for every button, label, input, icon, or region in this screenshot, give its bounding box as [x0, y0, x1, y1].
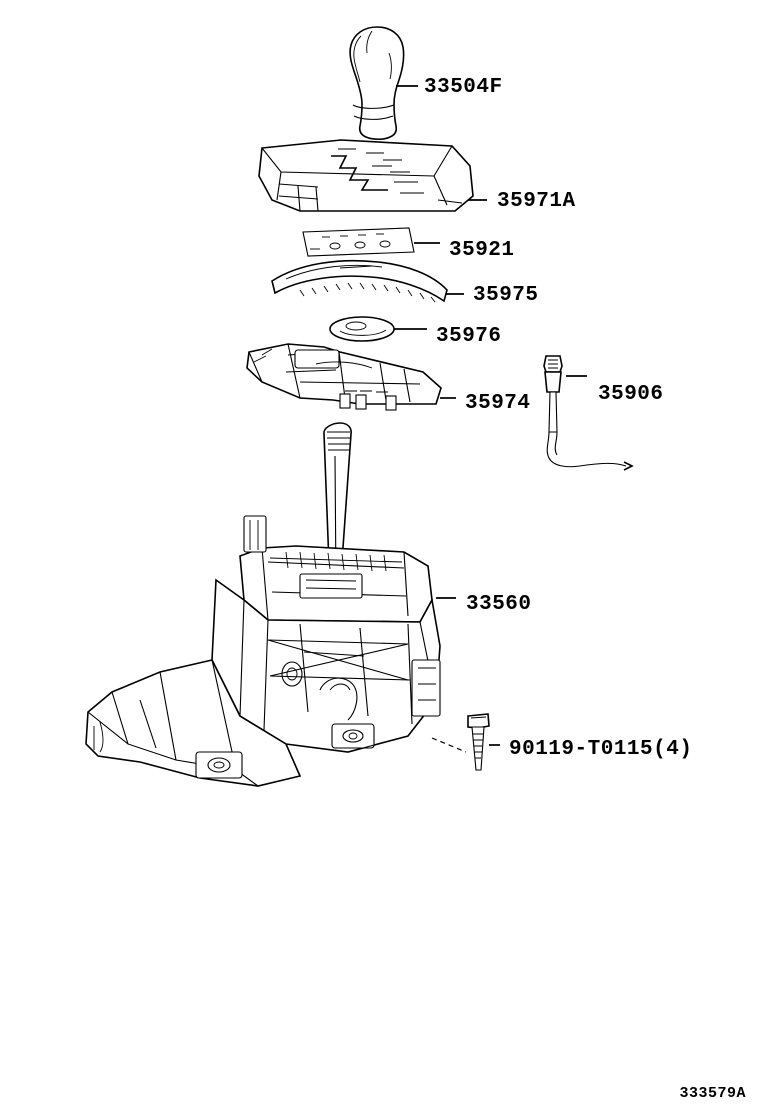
part-disc-35976	[330, 317, 394, 341]
part-label-35975: 35975	[473, 284, 539, 307]
part-label-35921: 35921	[449, 239, 515, 262]
bolt-alignment-line	[432, 738, 466, 752]
part-bolt-90119	[432, 714, 489, 770]
sheet-code: 333579A	[679, 1085, 746, 1102]
part-indicator-plate-35921	[303, 228, 414, 256]
part-label-90119-T0115: 90119-T0115(4)	[509, 738, 693, 761]
part-shift-assembly-33560	[86, 423, 440, 786]
part-shift-knob-33504F	[350, 27, 404, 139]
part-label-33560: 33560	[466, 593, 532, 616]
part-upper-panel-35971A	[259, 140, 473, 211]
part-label-35974: 35974	[465, 392, 531, 415]
part-switch-35906	[544, 356, 632, 470]
part-label-35971A: 35971A	[497, 190, 576, 213]
part-bracket-35974	[247, 344, 441, 410]
part-label-33504F: 33504F	[424, 76, 503, 99]
part-label-35906: 35906	[598, 383, 664, 406]
part-label-35976: 35976	[436, 325, 502, 348]
part-cover-35975	[272, 261, 447, 302]
